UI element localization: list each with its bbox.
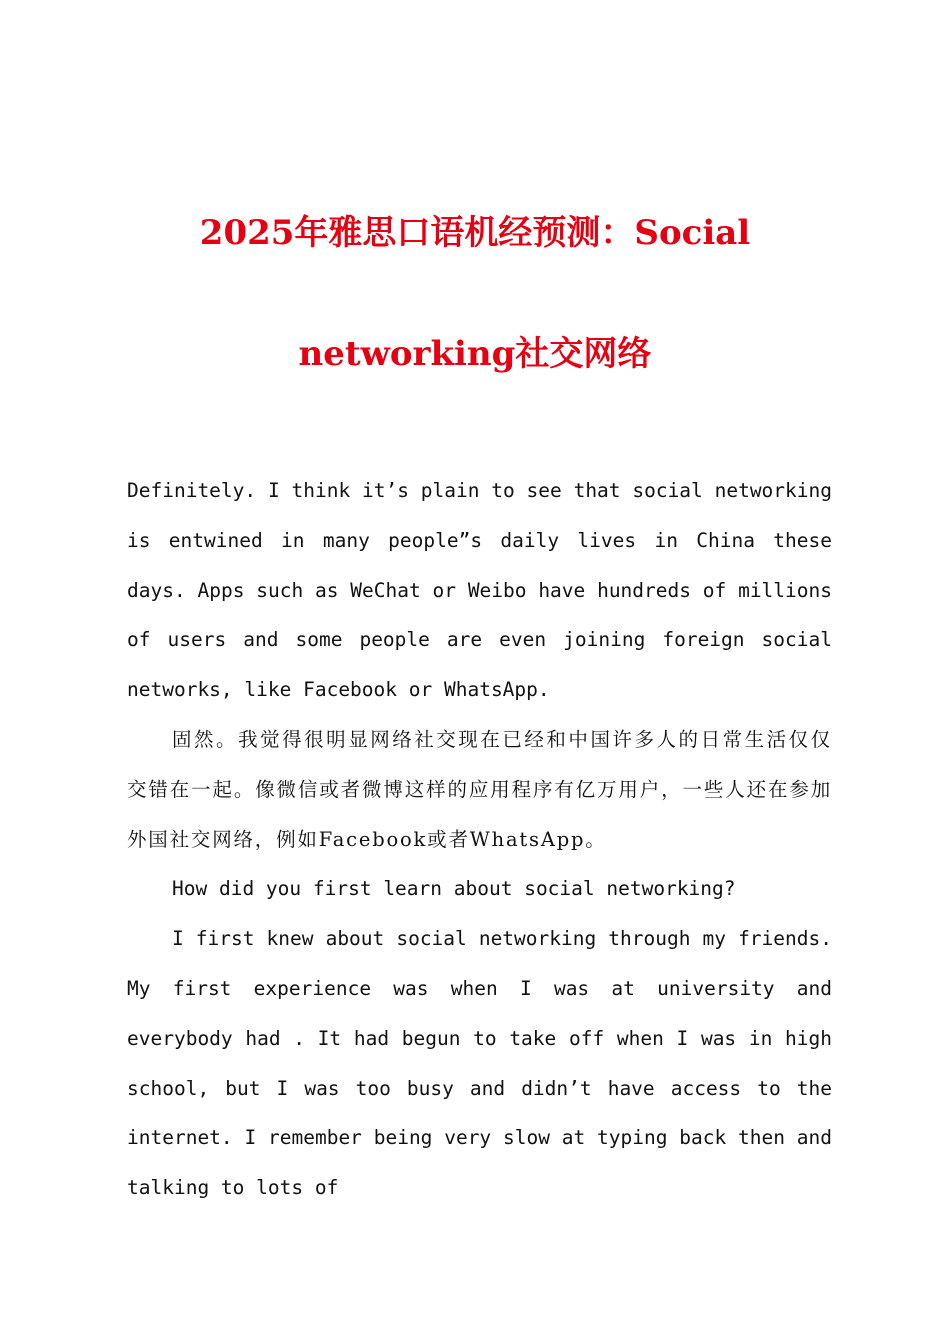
document-body <box>127 466 832 1200</box>
paragraph-question: How did you first learn about social networking? <box>172 877 736 901</box>
document-title-line-2: networking社交网络 <box>298 334 652 374</box>
paragraph-answer-english: Definitely. I think it’s plain to see that social networking is entwined in many people”s daily lives in China these days. Apps such as WeChat or Weibo have hundreds of millions of users and some people are even joining foreign social networks, like Facebook or WhatsApp. <box>127 479 832 702</box>
paragraph-answer-chinese: 固然。我觉得很明显网络社交现在已经和中国许多人的日常生活仅仅交错在一起。像微信或者微博这样的应用程序有亿万用户，一些人还在参加外国社交网络，例如Facebook或者WhatsApp。 <box>127 727 832 851</box>
document-title-line-1: 2025年雅思口语机经预测：Social <box>199 213 751 253</box>
paragraph-answer-english-2: I first knew about social networking through my friends. My first experience was when I was at university and everybody had . It had begun to take off when I was in high school, but I was too busy and didn’t have access to the internet. I remember being very slow at typing back then and talking to lots of <box>127 927 832 1200</box>
paragraph-clip <box>127 914 832 1200</box>
